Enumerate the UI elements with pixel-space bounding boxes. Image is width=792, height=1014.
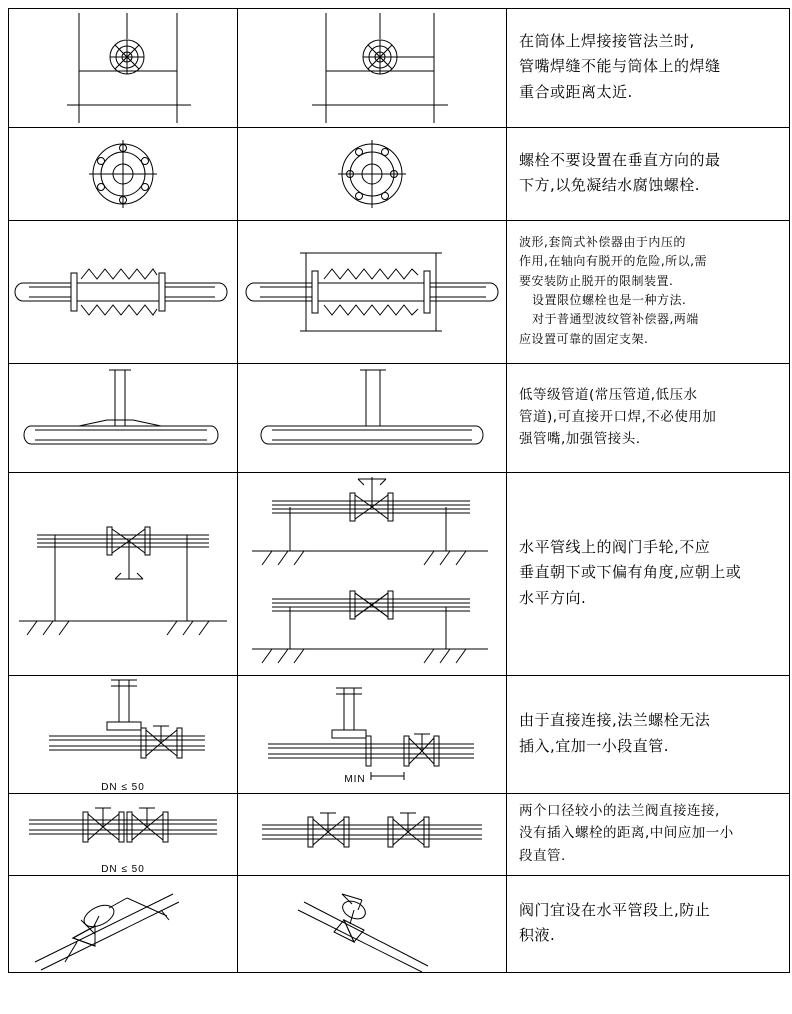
note-text-7 (507, 797, 789, 872)
row-1-note (507, 9, 790, 128)
row-7-left-caption: DN ≤ 50 (101, 864, 145, 875)
note-line: 阀门宜设在水平管段上,防止 (519, 900, 711, 919)
two-valves-direct-icon (9, 794, 237, 866)
row-3-wrong-diagram (9, 221, 238, 364)
row-1-wrong-diagram (9, 9, 238, 128)
note-line: 水平方向. (519, 588, 587, 607)
table-row (9, 9, 790, 128)
note-line: 两个口径较小的法兰阀直接连接, (519, 803, 720, 820)
note-text-2 (507, 145, 789, 204)
comparison-table (8, 8, 790, 973)
row-7-wrong-diagram (9, 794, 238, 876)
row-5-correct-diagram (238, 473, 507, 676)
note-line: 垂直朝下或下偏有角度,应朝上或 (519, 563, 742, 582)
row-6-note (507, 676, 790, 794)
note-line: 水平管线上的阀门手轮,不应 (519, 538, 711, 557)
valve-on-horizontal-pipe-icon (238, 876, 506, 972)
note-line: 在筒体上焊接接管法兰时, (519, 32, 695, 51)
note-line: 要安装防止脱开的限制装置. (519, 273, 674, 288)
note-line: 作用,在轴向有脱开的危险,所以,需 (519, 254, 707, 269)
note-text-6 (507, 705, 789, 764)
note-text-3 (507, 230, 789, 354)
note-line: 对于普通型波纹管补偿器,两端 (519, 312, 699, 327)
table-row (9, 676, 790, 794)
table-row (9, 876, 790, 973)
row-6-correct-diagram (238, 676, 507, 794)
row-5-wrong-diagram (9, 473, 238, 676)
row-6-left-caption: DN ≤ 50 (101, 782, 145, 793)
row-5-note (507, 473, 790, 676)
note-line: 管道),可直接开口焊,不必使用加 (519, 408, 717, 425)
flange-valve-direct-icon (9, 676, 237, 784)
flange-bolt-offset-icon (238, 128, 506, 220)
note-line: 重合或距离太近. (519, 82, 633, 101)
note-line: 螺栓不要设置在垂直方向的最 (519, 150, 721, 169)
flange-bolt-bottom-icon (9, 128, 237, 220)
table-row (9, 473, 790, 676)
reinforced-branch-icon (9, 364, 237, 472)
valve-on-sloped-pipe-icon (9, 876, 237, 972)
valve-handwheel-up-and-horizontal-icon (238, 473, 506, 675)
row-8-note (507, 876, 790, 973)
note-line: 由于直接连接,法兰螺栓无法 (519, 711, 711, 730)
note-line: 管嘴焊缝不能与筒体上的焊缝 (519, 57, 721, 76)
valve-handwheel-down-icon (9, 473, 237, 675)
row-3-note (507, 221, 790, 364)
row-7-note (507, 794, 790, 876)
note-line: 设置限位螺栓也是一种方法. (519, 293, 687, 307)
row-2-note (507, 128, 790, 221)
note-text-4 (507, 381, 789, 456)
row-2-wrong-diagram (9, 128, 238, 221)
note-line: 波形,套筒式补偿器由于内压的 (519, 234, 686, 249)
row-7-correct-diagram (238, 794, 507, 876)
row-2-correct-diagram (238, 128, 507, 221)
note-line: 低等级管道(常压管道,低压水 (519, 386, 698, 403)
note-line: 强管嘴,加强管接头. (519, 431, 641, 448)
note-text-5 (507, 532, 789, 616)
row-4-note (507, 364, 790, 473)
table-row (9, 794, 790, 876)
row-3-correct-diagram (238, 221, 507, 364)
table-row (9, 221, 790, 364)
row-4-wrong-diagram (9, 364, 238, 473)
row-6-right-caption: MIN (344, 774, 366, 785)
note-line: 积液. (519, 926, 556, 944)
row-4-correct-diagram (238, 364, 507, 473)
table-row (9, 364, 790, 473)
note-text-1 (507, 26, 789, 110)
note-text-8 (507, 895, 789, 954)
note-line: 段直管. (519, 847, 566, 864)
bellows-expansion-joint-icon (9, 221, 237, 363)
table-row (9, 128, 790, 221)
note-line: 下方,以免凝结水腐蚀螺栓. (519, 176, 701, 194)
note-line: 没有插入螺栓的距离,中间应加一小 (519, 825, 734, 842)
direct-weld-branch-icon (238, 364, 506, 472)
two-valves-with-spool-icon (238, 799, 506, 871)
note-line: 插入,宜加一小段直管. (519, 736, 670, 755)
nozzle-weld-offset-icon (238, 9, 506, 127)
row-8-wrong-diagram (9, 876, 238, 973)
nozzle-weld-overlap-icon (9, 9, 237, 127)
bellows-with-tie-rods-icon (238, 221, 506, 363)
row-1-correct-diagram (238, 9, 507, 128)
note-line: 应设置可靠的固定支架. (519, 331, 649, 346)
row-8-correct-diagram (238, 876, 507, 973)
